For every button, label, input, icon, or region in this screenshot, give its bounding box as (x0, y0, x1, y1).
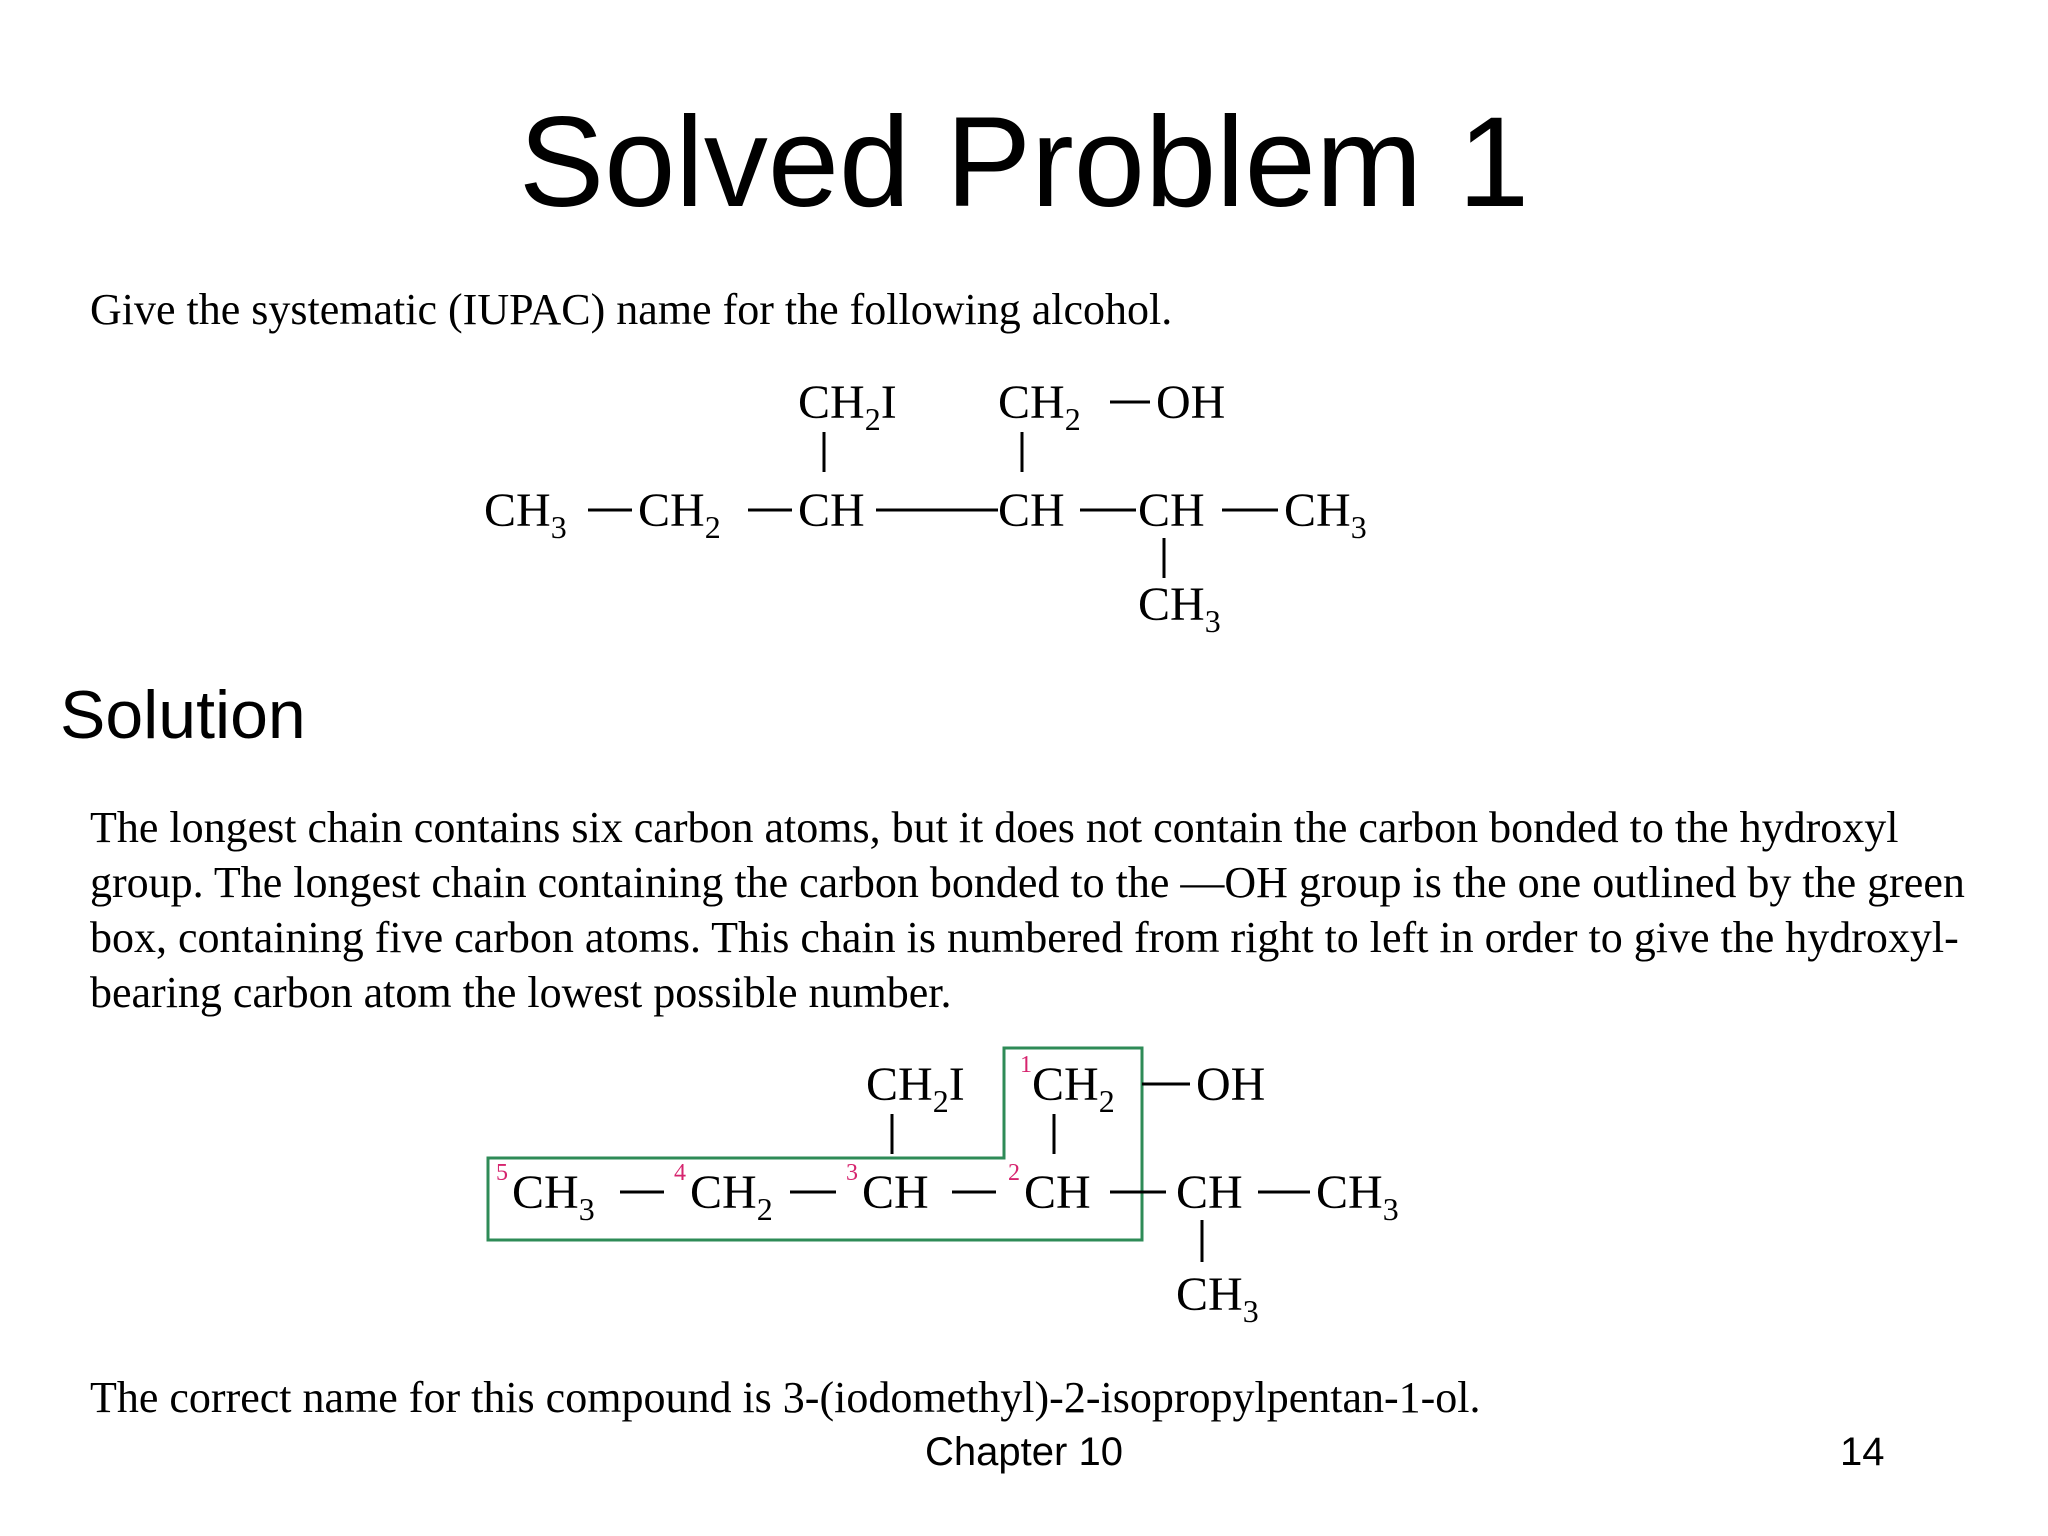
atom-ch: CH (798, 484, 865, 537)
atom-ch2: $CH_2$ (1032, 1058, 1115, 1119)
chain-number-2: 2 (1008, 1160, 1020, 1186)
atom-ch2i: $CH_2I$ (866, 1058, 965, 1119)
atom-ch: CH (1024, 1166, 1091, 1219)
solution-conclusion: The correct name for this compound is 3-(iodomethyl)-2-isopropylpentan-1-ol. (90, 1373, 1481, 1422)
atom-ch2: $CH_2$ (998, 376, 1081, 437)
chain-number-5: 5 (496, 1160, 508, 1186)
atom-oh: OH (1196, 1058, 1266, 1111)
page-number: 14 (1840, 1430, 1885, 1474)
solution-heading: Solution (60, 677, 306, 753)
atom-ch3: $CH_3$ (1316, 1166, 1399, 1227)
atom-ch3: $CH_3$ (484, 484, 567, 545)
atom-ch: CH (1176, 1166, 1243, 1219)
chain-number-4: 4 (674, 1160, 686, 1186)
chain-number-3: 3 (846, 1160, 858, 1186)
atom-ch3: $CH_3$ (512, 1166, 595, 1227)
atom-ch2i: $CH_2I$ (798, 376, 897, 437)
chain-number-1: 1 (1020, 1052, 1032, 1078)
atom-ch3: $CH_3$ (1176, 1268, 1259, 1329)
atom-ch3: $CH_3$ (1138, 578, 1221, 639)
atom-ch: CH (1138, 484, 1205, 537)
atom-oh: OH (1156, 376, 1226, 429)
solution-explanation: The longest chain contains six carbon atoms, but it does not contain the carbon bonded to the hydroxyl group. The longest chain containing the carbon bonded to the —OH group is the one outlined by the green box, containing five carbon atoms. This chain is numbered from right to left in order to give the hydroxyl-bearing carbon atom the lowest possible number. (90, 803, 1965, 1017)
atom-ch3: $CH_3$ (1284, 484, 1367, 545)
atom-ch2: $CH_2$ (690, 1166, 773, 1227)
footer-chapter: Chapter 10 (925, 1430, 1123, 1474)
slide-title: Solved Problem 1 (518, 91, 1530, 234)
problem-prompt: Give the systematic (IUPAC) name for the following alcohol. (90, 285, 1173, 334)
structure-numbered (0, 1040, 2048, 1350)
atom-ch2: $CH_2$ (638, 484, 721, 545)
atom-ch: CH (862, 1166, 929, 1219)
atom-ch: CH (998, 484, 1065, 537)
structure-original (0, 360, 2048, 660)
